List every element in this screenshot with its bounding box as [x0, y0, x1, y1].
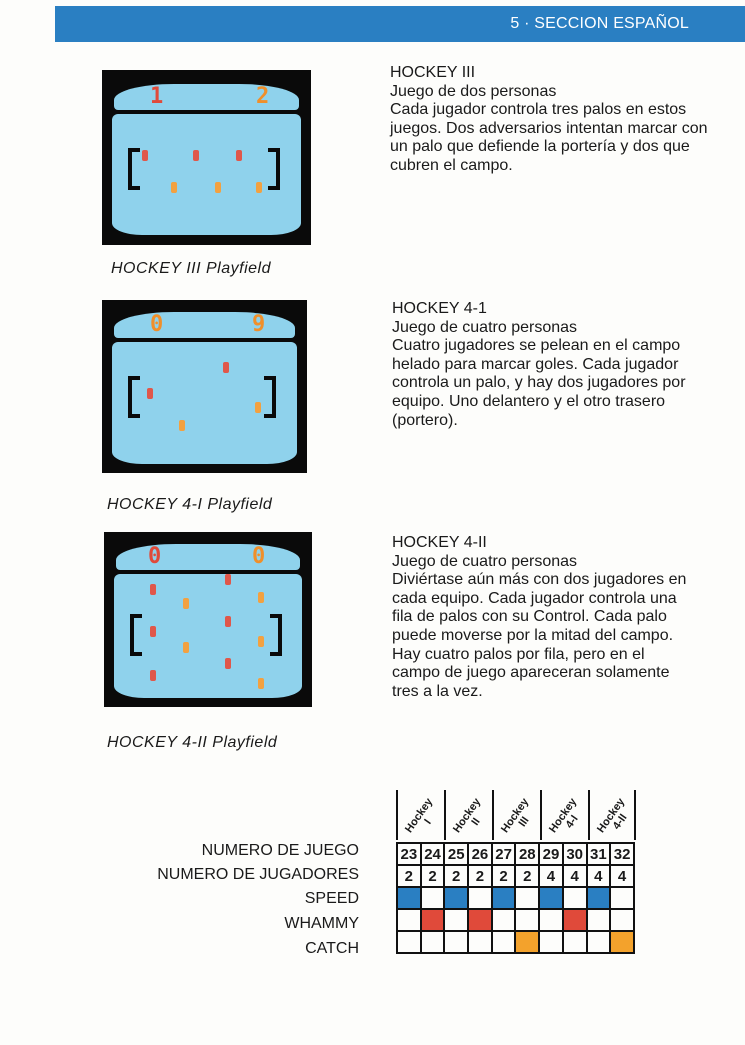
scoreboard: [114, 84, 299, 110]
section-title: HOCKEY III: [390, 64, 476, 81]
player-stick: [179, 420, 185, 431]
game-number-cell: 23: [397, 843, 421, 865]
scoreboard: [116, 544, 300, 570]
player-stick: [255, 402, 261, 413]
player-stick: [150, 584, 156, 595]
player-stick: [258, 636, 264, 647]
game-number-cell: 32: [610, 843, 634, 865]
speed-cell: [444, 887, 468, 909]
row-label-game-number: NUMERO DE JUEGO: [201, 842, 359, 859]
players-cell: 2: [492, 865, 516, 887]
catch-cell: [515, 931, 539, 953]
player-stick: [256, 182, 262, 193]
catch-cell: [610, 931, 634, 953]
whammy-cell: [563, 909, 587, 931]
player-stick: [215, 182, 221, 193]
speed-cell: [397, 887, 421, 909]
playfield-hockey-4-i: [102, 300, 307, 473]
section-body: Diviértase aún más con dos jugadores en cada equipo. Cada jugador controla una fila de palos con su Control. Cada palo puede moverse por la mitad del campo. Hay cuatro palos por fila, pero en el campo de juego apareceran solamente tres a la vez.: [392, 571, 687, 700]
player-stick: [236, 150, 242, 161]
game-number-cell: 28: [515, 843, 539, 865]
game-header: Hockey 4-I: [540, 790, 588, 840]
section-title: HOCKEY 4-1: [392, 300, 487, 317]
section-title: HOCKEY 4-II: [392, 534, 487, 551]
players-row: [397, 865, 634, 887]
section-hockey-4-1: [392, 300, 697, 430]
player-stick: [147, 388, 153, 399]
speed-cell: [610, 887, 634, 909]
page-header-title: 5 · SECCION ESPAÑOL: [510, 15, 689, 32]
players-cell: 2: [397, 865, 421, 887]
row-label-whammy: WHAMMY: [284, 915, 359, 932]
player-stick: [193, 150, 199, 161]
playfield-hockey-iii: [102, 70, 311, 245]
players-cell: 2: [515, 865, 539, 887]
row-label-players: NUMERO DE JUGADORES: [157, 866, 359, 883]
whammy-row: [397, 909, 634, 931]
whammy-cell: [539, 909, 563, 931]
player-stick: [225, 658, 231, 669]
player-stick: [183, 642, 189, 653]
whammy-cell: [492, 909, 516, 931]
whammy-cell: [468, 909, 492, 931]
whammy-cell: [421, 909, 445, 931]
speed-cell: [492, 887, 516, 909]
game-number-row: [397, 843, 634, 865]
game-header: Hockey I: [396, 790, 444, 840]
row-label-speed: SPEED: [304, 890, 359, 907]
score-right: 9: [252, 312, 266, 337]
score-left: 0: [150, 312, 164, 337]
game-header: Hockey II: [444, 790, 492, 840]
game-header: Hockey III: [492, 790, 540, 840]
players-cell: 2: [421, 865, 445, 887]
whammy-cell: [610, 909, 634, 931]
catch-cell: [444, 931, 468, 953]
catch-cell: [587, 931, 611, 953]
player-stick: [183, 598, 189, 609]
section-body: Cuatro jugadores se pelean en el campo helado para marcar goles. Cada jugador controla un palo, y hay dos jugadores por equipo. Uno delantero y el otro trasero (portero).: [392, 337, 686, 429]
game-number-cell: 29: [539, 843, 563, 865]
goal-right: [264, 376, 276, 418]
goal-left: [128, 376, 140, 418]
player-stick: [150, 670, 156, 681]
player-stick: [225, 574, 231, 585]
game-number-cell: 25: [444, 843, 468, 865]
section-hockey-iii: [390, 64, 710, 176]
goal-right: [270, 614, 282, 656]
goal-left: [128, 148, 140, 190]
score-right: 2: [256, 84, 270, 109]
section-subtitle: Juego de dos personas: [390, 82, 557, 100]
game-number-cell: 27: [492, 843, 516, 865]
scoreboard: [114, 312, 295, 338]
catch-cell: [468, 931, 492, 953]
score-left: 0: [148, 544, 162, 569]
players-cell: 4: [539, 865, 563, 887]
players-cell: 4: [587, 865, 611, 887]
section-subtitle: Juego de cuatro personas: [392, 318, 578, 336]
game-number-cell: 24: [421, 843, 445, 865]
game-number-cell: 26: [468, 843, 492, 865]
players-cell: 4: [610, 865, 634, 887]
players-cell: 2: [444, 865, 468, 887]
catch-cell: [563, 931, 587, 953]
row-label-catch: CATCH: [305, 940, 359, 957]
player-stick: [225, 616, 231, 627]
player-stick: [258, 678, 264, 689]
whammy-cell: [397, 909, 421, 931]
whammy-cell: [515, 909, 539, 931]
caption-hockey-4-ii: HOCKEY 4-II Playfield: [107, 734, 278, 751]
speed-cell: [539, 887, 563, 909]
game-headers: [396, 790, 635, 840]
catch-cell: [492, 931, 516, 953]
caption-hockey-4-i: HOCKEY 4-I Playfield: [107, 496, 273, 513]
score-left: 1: [150, 84, 164, 109]
section-hockey-4-ii: [392, 534, 688, 701]
game-number-cell: 30: [563, 843, 587, 865]
players-cell: 4: [563, 865, 587, 887]
speed-cell: [587, 887, 611, 909]
catch-cell: [421, 931, 445, 953]
player-stick: [223, 362, 229, 373]
players-cell: 2: [468, 865, 492, 887]
player-stick: [150, 626, 156, 637]
speed-cell: [421, 887, 445, 909]
catch-row: [397, 931, 634, 953]
speed-cell: [515, 887, 539, 909]
playfield-hockey-4-ii: [104, 532, 312, 707]
catch-cell: [539, 931, 563, 953]
whammy-cell: [444, 909, 468, 931]
options-table: [396, 842, 635, 954]
section-body: Cada jugador controla tres palos en estos juegos. Dos adversarios intentan marcar con un palo que defiende la portería y dos que cubren el campo.: [390, 101, 708, 174]
goal-right: [268, 148, 280, 190]
player-stick: [258, 592, 264, 603]
whammy-cell: [587, 909, 611, 931]
goal-left: [130, 614, 142, 656]
score-right: 0: [252, 544, 266, 569]
section-subtitle: Juego de cuatro personas: [392, 552, 578, 570]
catch-cell: [397, 931, 421, 953]
game-header: Hockey 4-II: [588, 790, 636, 840]
speed-cell: [468, 887, 492, 909]
player-stick: [142, 150, 148, 161]
game-number-cell: 31: [587, 843, 611, 865]
caption-hockey-iii: HOCKEY III Playfield: [111, 260, 271, 277]
speed-cell: [563, 887, 587, 909]
header-bar: [55, 6, 745, 42]
player-stick: [171, 182, 177, 193]
speed-row: [397, 887, 634, 909]
